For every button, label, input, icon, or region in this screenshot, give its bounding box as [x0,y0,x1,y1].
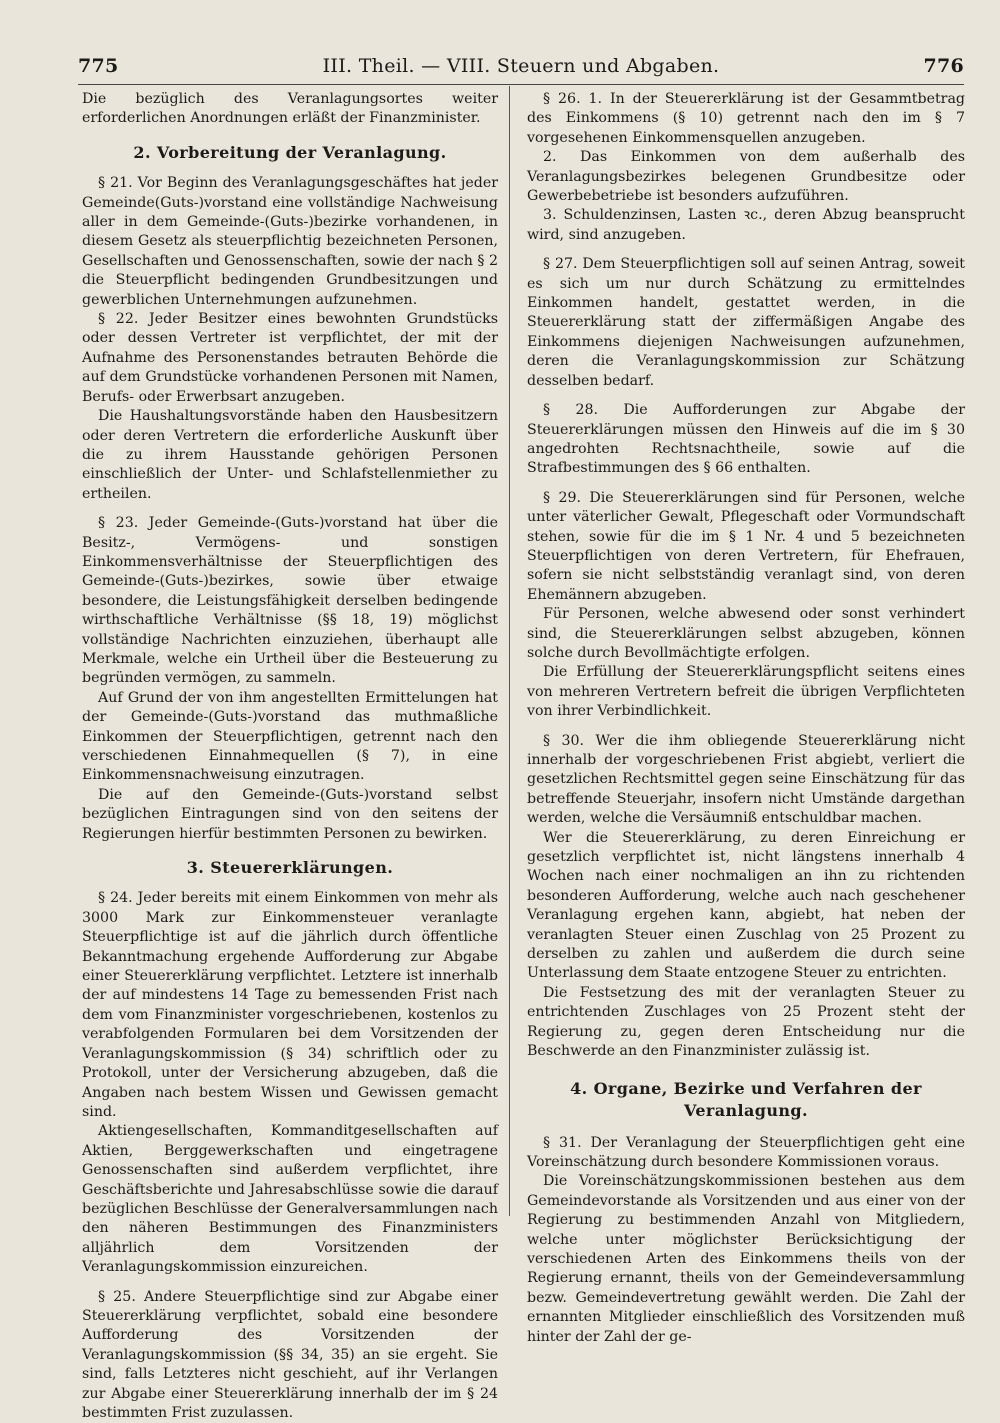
paragraph-31: § 31. Der Veranlagung der Steuerpflichtigen geht eine Voreinschätzung durch besondere Kommissionen voraus. [527,1134,965,1170]
paragraph-22: § 22. Jeder Besitzer eines bewohnten Grundstücks oder dessen Vertreter ist verpflichtet, der mit der Aufnahme des Personenstandes betrauten Behörde die auf dem Grundstücke vorhandenen Personen mit Namen, Berufs- oder Erwerbsart anzugeben. [82,311,498,405]
paragraph-24: § 24. Jeder bereits mit einem Einkommen von mehr als 3000 Mark zur Einkommensteuer veranlagte Steuerpflichtige ist auf die jährlich durch öffentliche Bekanntmachung ergehende Aufforderung zur Abgabe einer Steuererklärung verpflichtet. Letztere ist innerhalb der auf mindestens 14 Tage zu bemessenden Frist nach dem vom Finanzminister vorgeschriebenen, kostenlos zu verabfolgenden Formularen bei dem Vorsitzenden der Veranlagungskommission (§ 34) schriftlich oder zu Protokoll, unter der Versicherung abzugeben, daß die Angaben nach bestem Wissen und Gewissen gemacht sind. [82,890,498,1120]
right-column [527,90,965,1347]
paragraph-29: § 29. Die Steuererklärungen sind für Personen, welche unter väterlicher Gewalt, Pflegeschaft oder Vormundschaft stehen, sowie für die im § 1 Nr. 4 und 5 bezeichneten Steuerpflichtigen von deren Vertretern, für Ehefrauen, sofern sie nicht selbstständig veranlagt sind, von deren Ehemännern abzugeben. [527,489,965,603]
left-column [82,90,498,1423]
paragraph: Die Haushaltungsvorstände haben den Hausbesitzern oder deren Vertretern die erforderliche Auskunft über die zu ihrem Hausstande gehörigen Personen einschließlich der Unter- und Schlafstellenmiether zu ertheilen. [82,408,498,502]
paragraph-27: § 27. Dem Steuerpflichtigen soll auf seinen Antrag, soweit es sich um nur durch Schätzung zu ermittelndes Einkommen handelt, gestattet werden, in die Steuererklärung statt der ziffermäßigen Angabe des Einkommens diejenigen Nachweisungen aufzunehmen, deren die Veranlagungskommission zur Schätzung desselben bedarf. [527,256,965,389]
left-page-number: 775 [78,55,119,77]
section-heading [527,1078,965,1122]
paragraph-28: § 28. Die Aufforderungen zur Abgabe der Steuererklärungen müssen den Hinweis auf die im § 30 angedrohten Rechtsnachtheile, sowie auf die Strafbestimmungen des § 66 enthalten. [527,402,965,477]
header-rule [78,84,964,85]
paragraph: 2. Das Einkommen von dem außerhalb des Veranlagungsbezirkes belegenen Grundbesitze oder Gewerbebetriebe ist besonders aufzuführen. [527,149,965,205]
paragraph: Wer die Steuererklärung, zu deren Einreichung er gesetzlich verpflichtet ist, nicht längstens innerhalb 4 Wochen nach einer nochmaligen an ihn zu richtenden besonderen Aufforderung, welche auch nach geschehener Veranlagung ergehen kann, abgiebt, hat neben der veranlagten Steuer einen Zuschlag von 25 Prozent zu derselben zu zahlen und außerdem die durch seine Unterlassung dem Staate entzogene Steuer zu entrichten. [527,829,965,982]
paragraph: Aktiengesellschaften, Kommanditgesellschaften auf Aktien, Berggewerkschaften und eingetragene Genossenschaften sind außerdem verpflichtet, ihre Geschäftsberichte und Jahresabschlüsse sowie die darauf bezüglichen Beschlüsse der Generalversammlungen nach den näheren Bestimmungen des Finanzministers alljährlich dem Vorsitzenden der Veranlagungskommission einzureichen. [82,1123,498,1276]
paragraph: Die Festsetzung des mit der veranlagten Steuer zu entrichtenden Zuschlages von 25 Prozent steht der Regierung zu, gegen deren Entscheidung nur die Beschwerde an den Finanzminister zulässig ist. [527,984,965,1060]
paragraph: Auf Grund der von ihm angestellten Ermittelungen hat der Gemeinde-(Guts-)vorstand das muthmaßliche Einkommen der Steuerpflichtigen, getrennt nach den verschiedenen Einnahmequellen (§ 7), in eine Einkommensnachweisung einzutragen. [82,689,498,784]
section-heading-line: Veranlagung. [683,1100,808,1120]
paragraph: 3. Schuldenzinsen, Lasten ꝛc., deren Abzug beansprucht wird, sind anzugeben. [527,207,965,243]
paragraph: Die Erfüllung der Steuererklärungspflicht seitens eines von mehreren Vertretern befreit die übrigen Verpflichteten von ihrer Verbindlichkeit. [527,664,965,720]
paragraph-30: § 30. Wer die ihm obliegende Steuererklärung nicht innerhalb der vorgeschriebenen Frist abgiebt, verliert die gesetzlichen Rechtsmittel gegen seine Einschätzung für das betreffende Steuerjahr, insofern nicht Umstände dargethan werden, welche die Versäumniß entschuldbar machen. [527,732,965,827]
paragraph: Die Voreinschätzungskommissionen bestehen aus dem Gemeindevorstande als Vorsitzenden und aus einer von der Regierung zu bestimmenden Anzahl von Mitgliedern, welche unter möglichster Berücksichtigung der verschiedenen Arten des Einkommens theils von der Regierung ernannt, theils von der Gemeindeversammlung bezw. Gemeindevertretung gewählt werden. Die Zahl der ernannten Mitglieder einschließlich des Vorsitzenden muß hinter der Zahl der ge- [527,1173,965,1345]
paragraph-23: § 23. Jeder Gemeinde-(Guts-)vorstand hat über die Besitz-, Vermögens- und sonstigen Einkommensverhältnisse der Steuerpflichtigen des Gemeinde-(Guts-)bezirkes, sowie über etwaige besondere, die Leistungsfähigkeit derselben bedingende wirthschaftliche Verhältnisse (§§ 18, 19) möglichst vollständige Nachrichten einzuziehen, überhaupt alle Merkmale, welche ein Urtheil über die Besteuerung zu begründen vermögen, zu sammeln. [82,515,498,687]
right-page-number: 776 [923,55,964,77]
section-heading-line: 4. Organe, Bezirke und Verfahren der [570,1078,922,1098]
paragraph-25: § 25. Andere Steuerpflichtige sind zur Abgabe einer Steuererklärung verpflichtet, sobald eine besondere Aufforderung des Vorsitzenden der Veranlagungskommission (§§ 34, 35) an sie ergeht. Sie sind, falls Letzteres nicht geschieht, auf ihr Verlangen zur Abgabe einer Steuererklärung innerhalb der im § 24 bestimmten Frist zuzulassen. [82,1288,498,1421]
paragraph: Die bezüglich des Veranlagungsortes weiter erforderlichen Anordnungen erläßt der Finanzminister. [82,91,498,127]
paragraph: Die auf den Gemeinde-(Guts-)vorstand selbst bezüglichen Eintragungen sind von den seitens der Regierungen hierfür bestimmten Personen zu bewirken. [82,786,498,842]
paragraph: Für Personen, welche abwesend oder sonst verhindert sind, die Steuererklärungen selbst abzugeben, können solche durch Bevollmächtigte erfolgen. [527,606,965,661]
paragraph-21: § 21. Vor Beginn des Veranlagungsgeschäftes hat jeder Gemeinde(Guts-)vorstand eine vollständige Nachweisung aller in dem Gemeinde-(Guts-)bezirke vorhandenen, in diesem Gesetz als steuerpflichtig bezeichneten Personen, Gesellschaften und Genossenschaften, sowie der nach § 2 die Steuerpflicht bedingenden Grundbesitzungen und gewerblichen Unternehmungen aufzunehmen. [82,175,498,308]
column-divider [509,86,510,1216]
header-title: III. Theil. — VIII. Steuern und Abgaben. [322,55,720,77]
paragraph-26: § 26. 1. In der Steuererklärung ist der Gesammtbetrag des Einkommens (§ 10) getrennt nach den im § 7 vorgesehenen Einkommensquellen anzugeben. [527,91,965,146]
running-header [78,50,964,82]
section-heading: 2. Vorbereitung der Veranlagung. [133,142,447,162]
section-heading: 3. Steuererklärungen. [186,858,394,878]
